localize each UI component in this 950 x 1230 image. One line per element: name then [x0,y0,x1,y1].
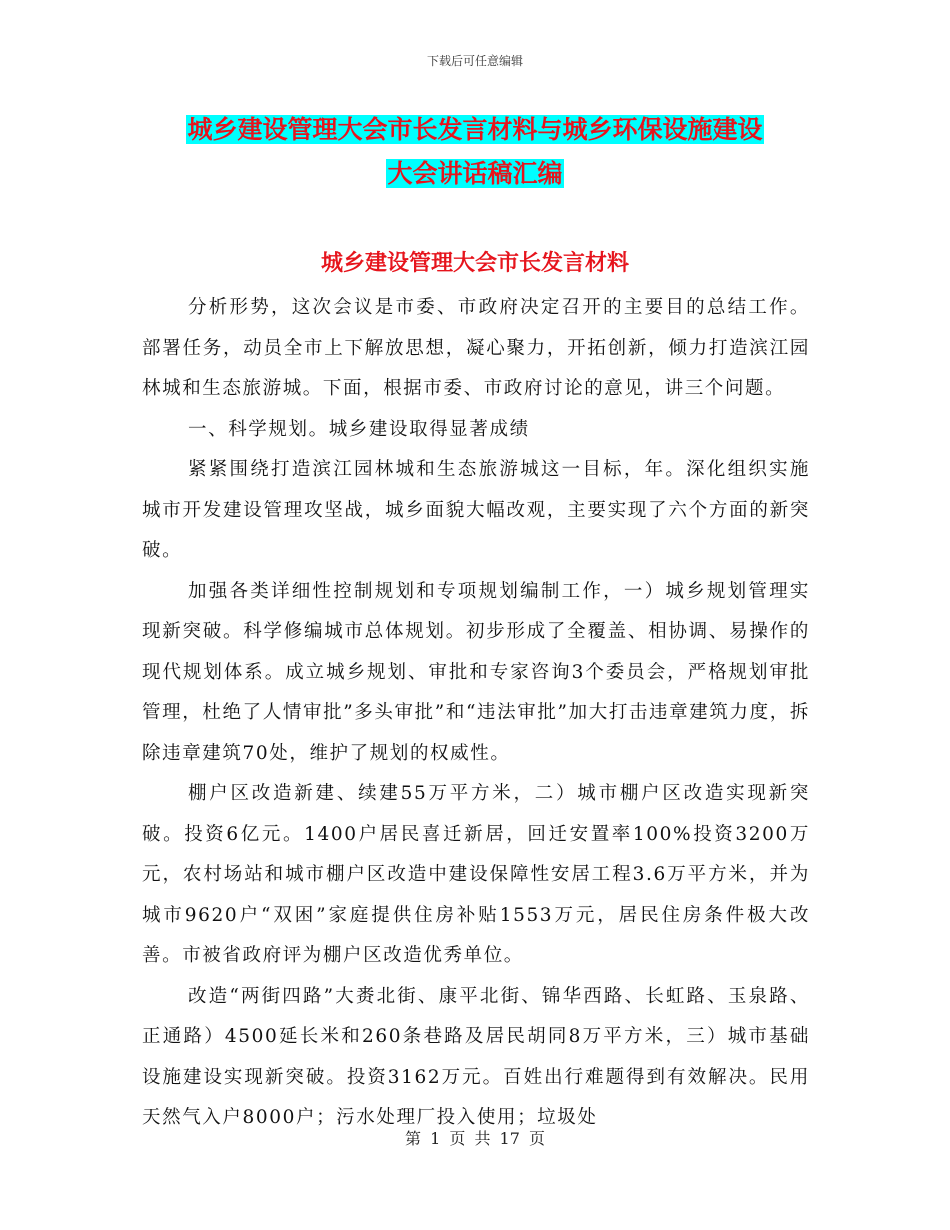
paragraph: 紧紧围绕打造滨江园林城和生态旅游城这一目标，年。深化组织实施城市开发建设管理攻坚战，城乡面貌大幅改观，主要实现了六个方面的新突破。 [142,459,810,561]
document-title-line-2 [0,154,950,194]
document-body [142,288,810,1139]
title-line-1-text: 城乡建设管理大会市长发言材料与城乡环保设施建设 [187,115,763,144]
title-line-2-text: 大会讲话稿汇编 [387,159,563,188]
paragraph: 棚户区改造新建、续建55万平方米，二）城市棚户区改造实现新突破。投资6亿元。1400户居民喜迁新居，回迁安置率100%投资3200万元，农村场站和城市棚户区改造中建设保障性安居工程3.6万平方米，并为城市9620户“双困”家庭提供住房补贴1553万元，居民住房条件极大改善。市被省政府评为棚户区改造优秀单位。 [142,783,810,966]
paragraph: 一、科学规划。城乡建设取得显著成绩 [188,418,530,440]
paragraph: 加强各类详细性控制规划和专项规划编制工作，一）城乡规划管理实现新突破。科学修编城市总体规划。初步形成了全覆盖、相协调、易操作的现代规划体系。成立城乡规划、审批和专家咨询3个委员会，严格规划审批管理，杜绝了人情审批”多头审批”和“违法审批”加大打击违章建筑力度，拆除违章建筑70处，维护了规划的权威性。 [142,580,810,764]
document-title-line-1 [0,110,950,150]
paragraph: 改造“两街四路”大赉北街、康平北街、锦华西路、长虹路、玉泉路、正通路）4500延长米和260条巷路及居民胡同8万平方米，三）城市基础设施建设实现新突破。投资3162万元。百姓出行难题得到有效解决。民用天然气入户8000户；污水处理厂投入使用；垃圾处 [142,985,810,1128]
page-footer: 第 1 页 共 17 页 [405,1129,545,1148]
paragraph: 分析形势，这次会议是市委、市政府决定召开的主要目的总结工作。部署任务，动员全市上下解放思想，凝心聚力，开拓创新，倾力打造滨江园林城和生态旅游城。下面，根据市委、市政府讨论的意见，讲三个问题。 [142,297,810,399]
section-subtitle: 城乡建设管理大会市长发言材料 [320,250,629,276]
page-header-note: 下载后可任意编辑 [426,54,523,68]
